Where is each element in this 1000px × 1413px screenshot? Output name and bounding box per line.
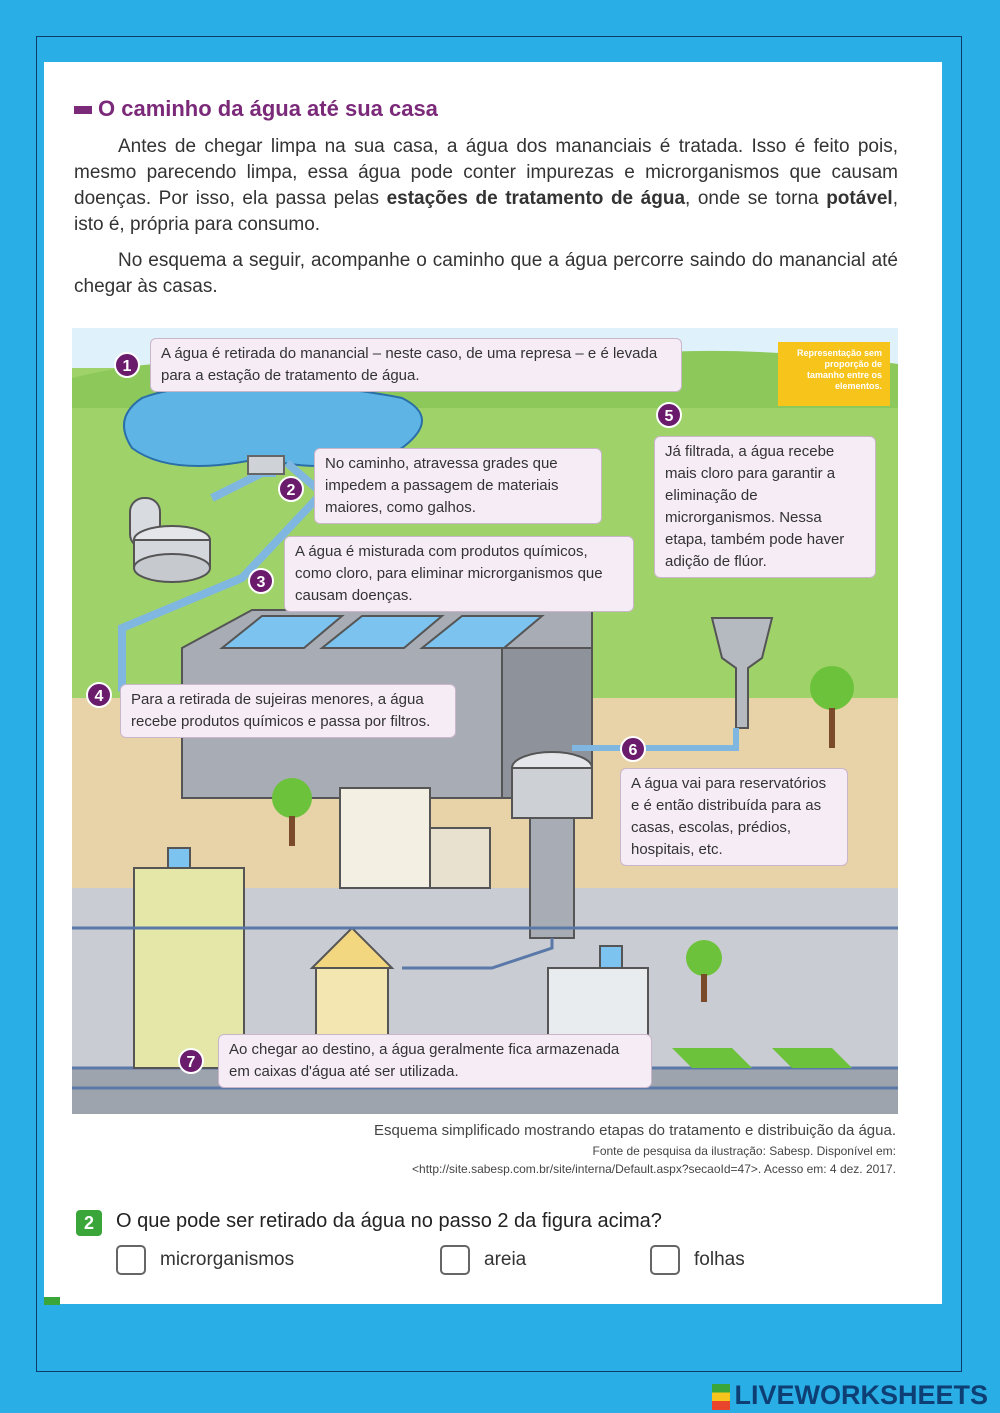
term-treatment-stations: estações de tratamento de água: [386, 188, 686, 209]
step-badge-2: 2: [278, 476, 304, 502]
step-callout-1: A água é retirada do manancial – neste caso, de uma represa – e é levada para a estação de tratamento de água.: [150, 338, 682, 392]
option-folhas[interactable]: [650, 1244, 745, 1276]
step-callout-2: No caminho, atravessa grades que impedem a passagem de materiais maiores, como galhos.: [314, 448, 602, 524]
step-callout-6: A água vai para reservatórios e é então distribuída para as casas, escolas, prédios, hospitais, etc.: [620, 768, 848, 866]
logo-text: LIVEWORKSHEETS: [734, 1380, 988, 1410]
figure-source: Fonte de pesquisa da ilustração: Sabesp. Disponível em:: [592, 1144, 896, 1158]
worksheet-page: [44, 62, 942, 1304]
step-badge-4: 4: [86, 682, 112, 708]
step-badge-3: 3: [248, 568, 274, 594]
checkbox-areia[interactable]: [440, 1245, 470, 1275]
liveworksheets-logo[interactable]: [712, 1380, 988, 1411]
step-callout-4: Para a retirada de sujeiras menores, a água recebe produtos químicos e passa por filtros.: [120, 684, 456, 738]
question-text: O que pode ser retirado da água no passo 2 da figura acima?: [116, 1210, 662, 1232]
intro-p1-a: Antes de chegar limpa na sua casa, a água dos mananciais é tratada. Isso é feito pois, mesmo parecendo limpa, essa água pode conter impurezas e microrganismos que causam doenças. Por isso, ela passa pelas: [74, 136, 898, 209]
option-label-microrganismos: microrganismos: [160, 1249, 295, 1270]
scale-note: Representação sem proporção de tamanho entre os elementos.: [778, 342, 890, 406]
section-title: [74, 96, 438, 122]
option-label-areia: areia: [484, 1249, 527, 1270]
step-callout-5: Já filtrada, a água recebe mais cloro para garantir a eliminação de microrganismos. Nessa etapa, também pode haver adição de flúor.: [654, 436, 876, 578]
step-badge-6: 6: [620, 736, 646, 762]
figure-source-url: <http://site.sabesp.com.br/site/interna/Default.aspx?secaoId=47>. Acesso em: 4 dez. 2017.: [412, 1162, 896, 1176]
checkbox-microrganismos[interactable]: [116, 1245, 146, 1275]
intro-p1-e: , isto é, própria para consumo.: [74, 188, 898, 235]
step-badge-7: 7: [178, 1048, 204, 1074]
water-path-illustration: [72, 328, 898, 1114]
option-areia[interactable]: [440, 1244, 526, 1276]
intro-p1-c: , onde se torna: [685, 188, 827, 209]
question-number-badge: 2: [76, 1210, 102, 1236]
liveworksheets-logo-icon: [712, 1384, 730, 1410]
checkbox-folhas[interactable]: [650, 1245, 680, 1275]
intro-paragraph-2: [74, 248, 898, 300]
option-microrganismos[interactable]: [116, 1244, 294, 1276]
step-callout-3: A água é misturada com produtos químicos, como cloro, para eliminar microrganismos que causam doenças.: [284, 536, 634, 612]
intro-p2: No esquema a seguir, acompanhe o caminho que a água percorre saindo do manancial até chegar às casas.: [74, 250, 898, 297]
option-label-folhas: folhas: [694, 1249, 745, 1270]
figure-caption: Esquema simplificado mostrando etapas do tratamento e distribuição da água.: [374, 1122, 896, 1139]
page-corner-mark: [44, 1297, 60, 1305]
step-badge-5: 5: [656, 402, 682, 428]
step-badge-1: 1: [114, 352, 140, 378]
term-potable: potável: [826, 188, 893, 209]
intro-paragraph-1: [74, 134, 898, 238]
step-callout-7: Ao chegar ao destino, a água geralmente fica armazenada em caixas d'água até ser utilizada.: [218, 1034, 652, 1088]
title-bullet: [74, 106, 92, 114]
section-title-text: O caminho da água até sua casa: [98, 96, 438, 121]
